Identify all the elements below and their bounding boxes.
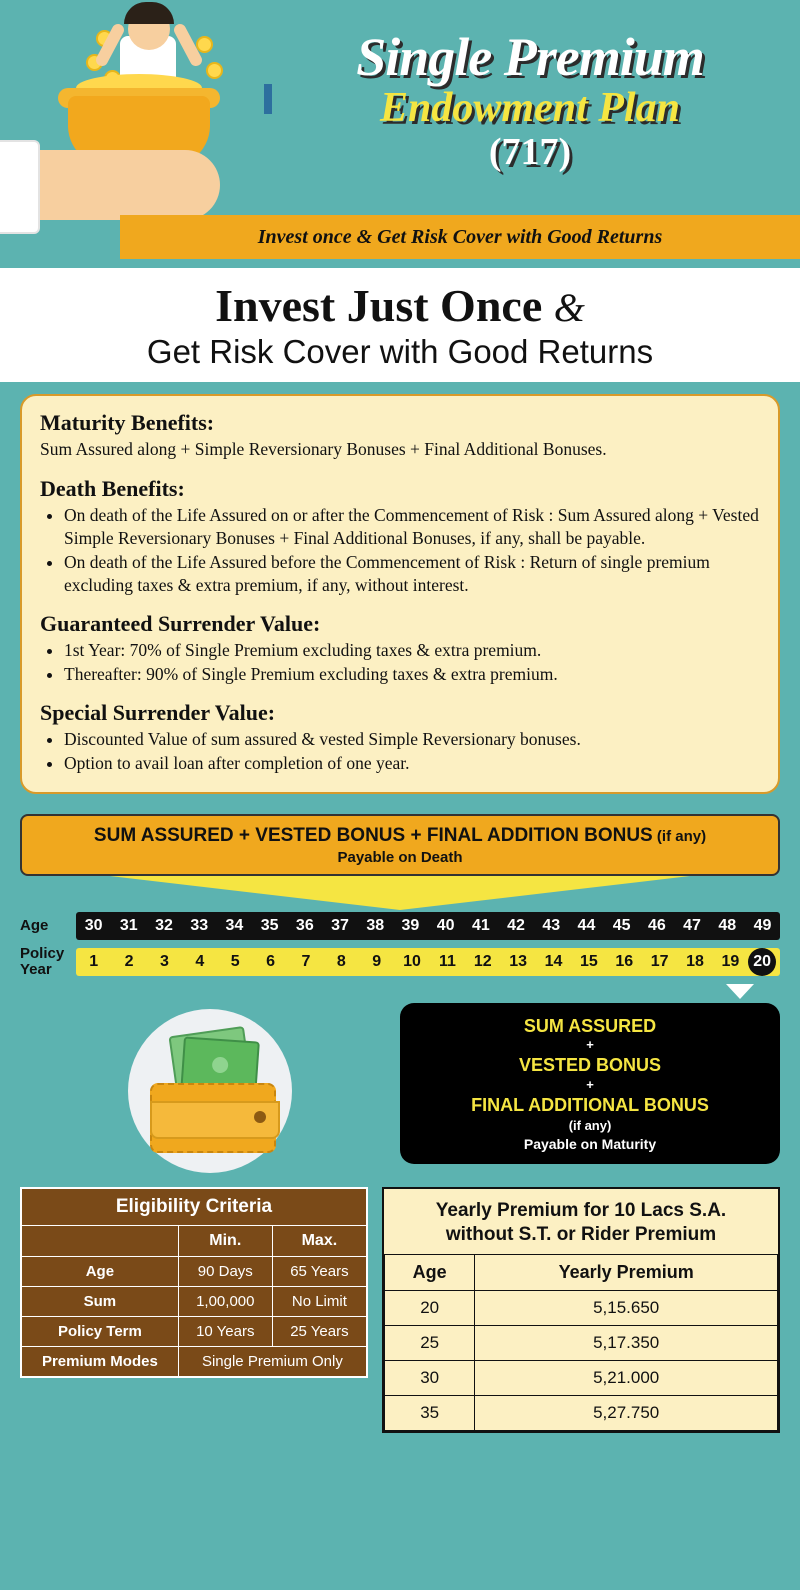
policy-year-cell: 16: [615, 953, 634, 971]
list-item: • 1st Year: 70% of Single Premium excluding taxes & extra premium.: [64, 639, 760, 662]
age-strip: [76, 912, 780, 940]
policy-year-cell: 18: [686, 953, 704, 971]
ssv-title: Special Surrender Value:: [40, 700, 276, 726]
policy-year-cell: 8: [336, 953, 346, 971]
policy-year-cell: 4: [195, 953, 205, 971]
list-item: • Thereafter: 90% of Single Premium excluding taxes & extra premium.: [64, 663, 760, 686]
policy-year-cell-final: 20: [748, 948, 776, 976]
premium-title-line1: Yearly Premium for 10 Lacs S.A.: [435, 1199, 727, 1221]
table-row: [21, 1346, 367, 1377]
premium-cell-age: 30: [385, 1361, 475, 1396]
invest-banner: [0, 268, 800, 382]
age-cell: 39: [401, 917, 420, 935]
policy-year-cell: 2: [124, 953, 134, 971]
eligibility-table: [20, 1187, 368, 1378]
timeline: [20, 912, 780, 999]
policy-year-cell: 6: [266, 953, 276, 971]
invest-subheadline: Get Risk Cover with Good Returns: [146, 333, 654, 371]
age-row-label: Age: [20, 917, 49, 935]
table-row: [385, 1361, 778, 1396]
policy-year-cell: 7: [301, 953, 311, 971]
eligibility-cell-max: 65 Years: [272, 1256, 367, 1286]
premium-cell-age: 25: [385, 1326, 475, 1361]
premium-col-age: Age: [385, 1255, 475, 1291]
age-cell: 31: [119, 917, 138, 935]
table-row: [21, 1188, 367, 1226]
policy-label-line1: Policy: [20, 945, 65, 963]
table-row: [385, 1326, 778, 1361]
age-cell: 45: [612, 917, 631, 935]
premium-cell-value: 5,21.000: [475, 1361, 778, 1396]
age-cell: 38: [366, 917, 385, 935]
maturity-line-2: VESTED BONUS: [518, 1055, 662, 1076]
premium-cell-value: 5,15.650: [475, 1291, 778, 1326]
policy-year-cell: 10: [403, 953, 421, 971]
wallet-circle: [128, 1009, 292, 1173]
eligibility-row-label: Age: [21, 1256, 178, 1286]
table-row: [21, 1256, 367, 1286]
eligibility-cell-min: 90 Days: [178, 1256, 272, 1286]
death-benefit-if-any: (if any): [652, 828, 707, 846]
policy-year-cell: 19: [721, 953, 740, 971]
age-cell: 41: [471, 917, 490, 935]
eligibility-cell-max: No Limit: [272, 1286, 367, 1316]
funnel-arrow: [110, 876, 690, 910]
header: [0, 0, 800, 268]
title-line-1: Single Premium: [356, 27, 704, 87]
premium-table-panel: [382, 1187, 780, 1434]
table-row: [21, 1225, 367, 1256]
policy-year-cell: 11: [438, 953, 456, 971]
eligibility-title: Eligibility Criteria: [21, 1188, 367, 1226]
premium-table-title: [384, 1189, 778, 1255]
bottom-tables: [20, 1187, 780, 1434]
premium-modes-value: Single Premium Only: [178, 1346, 367, 1377]
eligibility-row-label: Sum: [21, 1286, 178, 1316]
premium-cell-value: 5,27.750: [475, 1396, 778, 1431]
policy-year-cell: 5: [230, 953, 240, 971]
policy-year-cell: 15: [580, 953, 598, 971]
policy-year-strip: [76, 948, 780, 976]
list-item: • Discounted Value of sum assured & vested Simple Reversionary bonuses.: [64, 728, 760, 751]
death-benefits-list: [40, 504, 760, 597]
age-cell: 48: [718, 917, 737, 935]
premium-cell-age: 20: [385, 1291, 475, 1326]
policy-year-cell: 3: [159, 953, 169, 971]
gsv-title: Guaranteed Surrender Value:: [40, 610, 321, 636]
eligibility-cell-min: 1,00,000: [178, 1286, 272, 1316]
policy-year-cell: 14: [544, 953, 563, 971]
age-cell: 30: [84, 917, 103, 935]
list-item: • Option to avail loan after completion of one year.: [64, 752, 760, 775]
policy-year-cell: 1: [89, 953, 99, 971]
premium-col-premium: Yearly Premium: [475, 1255, 778, 1291]
maturity-line-1: SUM ASSURED: [523, 1015, 657, 1036]
maturity-benefits-text: Sum Assured along + Simple Reversionary Bonuses + Final Additional Bonuses.: [40, 438, 607, 459]
age-cell: 32: [155, 917, 173, 935]
table-row: [21, 1286, 367, 1316]
maturity-plus-1: +: [586, 1037, 594, 1053]
list-item: • On death of the Life Assured before the Commencement of Risk : Return of single premium excluding taxes & extra premium, if any, without interest.: [64, 551, 760, 597]
death-benefit-main-text: SUM ASSURED + VESTED BONUS + FINAL ADDITION BONUS: [93, 825, 653, 847]
age-cell: 49: [753, 917, 772, 935]
age-row: [20, 912, 780, 940]
maturity-line-3: FINAL ADDITIONAL BONUS: [471, 1094, 709, 1115]
invest-headline-text: Invest Just Once: [215, 280, 543, 331]
maturity-benefit-box: [400, 1003, 780, 1164]
age-cell: 37: [331, 917, 349, 935]
title-line-2: Endowment Plan: [380, 85, 680, 131]
premium-cell-value: 5,17.350: [475, 1326, 778, 1361]
policy-year-row: [20, 946, 780, 978]
shirt-cuff: [0, 140, 40, 234]
premium-cell-age: 35: [385, 1396, 475, 1431]
policy-year-cell: 13: [509, 953, 528, 971]
age-cell: 44: [577, 917, 596, 935]
age-cell: 34: [225, 917, 244, 935]
age-cell: 43: [542, 917, 561, 935]
maturity-plus-2: +: [586, 1076, 594, 1092]
premium-table: [384, 1254, 778, 1431]
maturity-payable: Payable on Maturity: [523, 1136, 657, 1153]
age-cell: 35: [260, 917, 279, 935]
eligibility-cell-max: 25 Years: [272, 1316, 367, 1346]
eligibility-row-label: Policy Term: [21, 1316, 178, 1346]
gsv-list: [40, 639, 760, 686]
eligibility-cell-min: 10 Years: [178, 1316, 272, 1346]
title-line-3: (717): [488, 131, 572, 174]
policy-label-line2: Year: [20, 961, 52, 979]
age-cell: 40: [436, 917, 455, 935]
maturity-section: [20, 1003, 780, 1173]
policy-year-cell: 17: [650, 953, 669, 971]
invest-headline: [0, 282, 800, 330]
age-cell: 42: [507, 917, 525, 935]
table-row: [385, 1255, 778, 1291]
benefits-card: [20, 394, 780, 794]
table-row: [385, 1396, 778, 1431]
death-benefit-line1: [26, 825, 774, 847]
policy-year-cell: 9: [372, 953, 382, 971]
table-row: [385, 1291, 778, 1326]
table-row: [21, 1316, 367, 1346]
age-cell: 47: [683, 917, 701, 935]
ampersand: &: [553, 285, 585, 330]
age-cell: 33: [190, 917, 209, 935]
age-cell: 46: [647, 917, 666, 935]
mascot-hair: [124, 2, 174, 24]
policy-year-cell: 12: [473, 953, 492, 971]
maturity-benefits-title: Maturity Benefits:: [40, 409, 215, 435]
eligibility-col-min: Min.: [178, 1225, 272, 1256]
age-cell: 36: [295, 917, 314, 935]
page-title: [270, 27, 790, 174]
header-ribbon: [120, 215, 800, 259]
ssv-list: [40, 728, 760, 775]
maturity-if-any: (if any): [568, 1118, 612, 1134]
premium-modes-label: Premium Modes: [21, 1346, 178, 1377]
eligibility-col-max: Max.: [272, 1225, 367, 1256]
wallet-icon: [150, 1083, 276, 1153]
wallet-illustration: [20, 1003, 400, 1173]
policy-year-row-label: [20, 946, 76, 978]
maturity-pointer-arrow: [726, 984, 754, 999]
premium-title-line2: without S.T. or Rider Premium: [445, 1223, 717, 1245]
death-benefit-line2: Payable on Death: [337, 849, 463, 867]
death-benefits-title: Death Benefits:: [40, 475, 185, 501]
eligibility-blank-header: [21, 1225, 178, 1256]
list-item: • On death of the Life Assured on or after the Commencement of Risk : Sum Assured along + Vested Simple Reversionary Bonuses + Final Additional Bonuses, if any, shall be payable.: [64, 504, 760, 550]
death-benefit-bar: [20, 814, 780, 876]
ribbon-text: Invest once & Get Risk Cover with Good Returns: [257, 225, 663, 248]
